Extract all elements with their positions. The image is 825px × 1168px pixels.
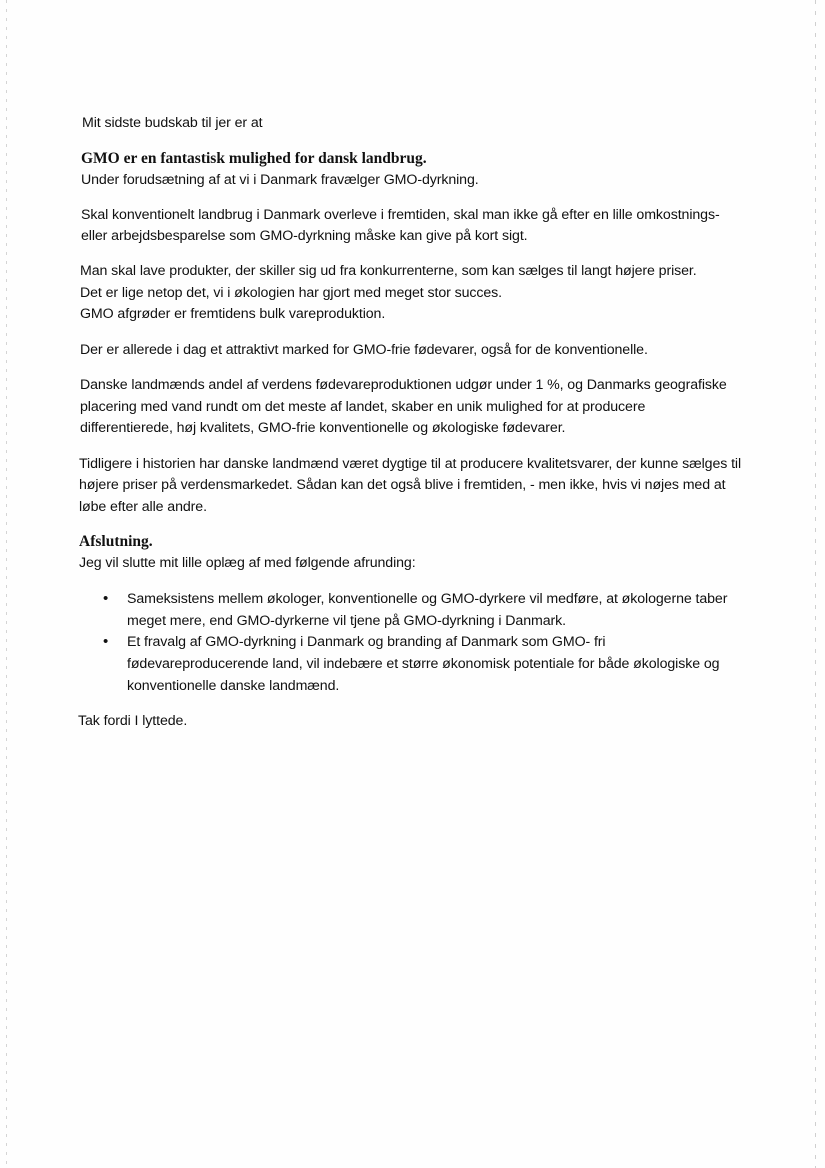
paragraph-4-line-2: placering med vand rundt om det meste af landet, skaber en unik mulighed for at producere — [80, 399, 646, 415]
paragraph-2-line-1: Man skal lave produkter, der skiller sig ud fra konkurrenterne, som kan sælges til langt højere priser. — [80, 263, 697, 279]
headline: GMO er en fantastisk mulighed for dansk landbrug. — [81, 150, 427, 167]
bullet-2-line-2: fødevareproducerende land, vil indebære et større økonomisk potentiale for både økologiske og — [127, 656, 720, 672]
paragraph-5-line-2: højere priser på verdensmarkedet. Sådan kan det også blive i fremtiden, - men ikke, hvis vi nøjes med at — [79, 477, 726, 493]
intro-line: Mit sidste budskab til jer er at — [82, 115, 263, 131]
headline-sub: Under forudsætning af at vi i Danmark fravælger GMO-dyrkning. — [81, 172, 479, 188]
paragraph-5-line-3: løbe efter alle andre. — [79, 499, 207, 515]
bullet-2-line-3: konventionelle danske landmænd. — [127, 678, 340, 694]
bullet-2-line-1: Et fravalg af GMO-dyrkning i Danmark og branding af Danmark som GMO- fri — [127, 634, 606, 650]
bullet-1-line-1: Sameksistens mellem økologer, konventionelle og GMO-dyrkere vil medføre, at økologerne taber — [127, 591, 728, 607]
conclusion-heading: Afslutning. — [79, 533, 153, 550]
paragraph-4-line-3: differentierede, høj kvalitets, GMO-frie konventionelle og økologiske fødevarer. — [80, 420, 566, 436]
scan-edge-left — [6, 0, 7, 1168]
paragraph-2-line-3: GMO afgrøder er fremtidens bulk vareproduktion. — [80, 306, 386, 322]
conclusion-intro: Jeg vil slutte mit lille oplæg af med følgende afrunding: — [79, 555, 416, 571]
paragraph-1-line-1: Skal konventionelt landbrug i Danmark overleve i fremtiden, skal man ikke gå efter en lille omkostnings- — [81, 207, 720, 223]
bullet-2-marker: • — [103, 633, 109, 650]
bullet-1-line-2: meget mere, end GMO-dyrkerne vil tjene på GMO-dyrkning i Danmark. — [127, 613, 566, 629]
scan-edge-right — [815, 0, 816, 1168]
closing-line: Tak fordi I lyttede. — [78, 713, 188, 729]
paragraph-4-line-1: Danske landmænds andel af verdens fødevareproduktionen udgør under 1 %, og Danmarks geografiske — [80, 377, 727, 393]
paragraph-1-line-2: eller arbejdsbesparelse som GMO-dyrkning måske kan give på kort sigt. — [81, 228, 528, 244]
paragraph-3-line-1: Der er allerede i dag et attraktivt marked for GMO-frie fødevarer, også for de konventionelle. — [80, 342, 648, 358]
paragraph-5-line-1: Tidligere i historien har danske landmænd været dygtige til at producere kvalitetsvarer, der kunne sælges til — [79, 456, 742, 472]
paragraph-2-line-2: Det er lige netop det, vi i økologien har gjort med meget stor succes. — [80, 285, 502, 301]
bullet-1-marker: • — [103, 590, 109, 607]
